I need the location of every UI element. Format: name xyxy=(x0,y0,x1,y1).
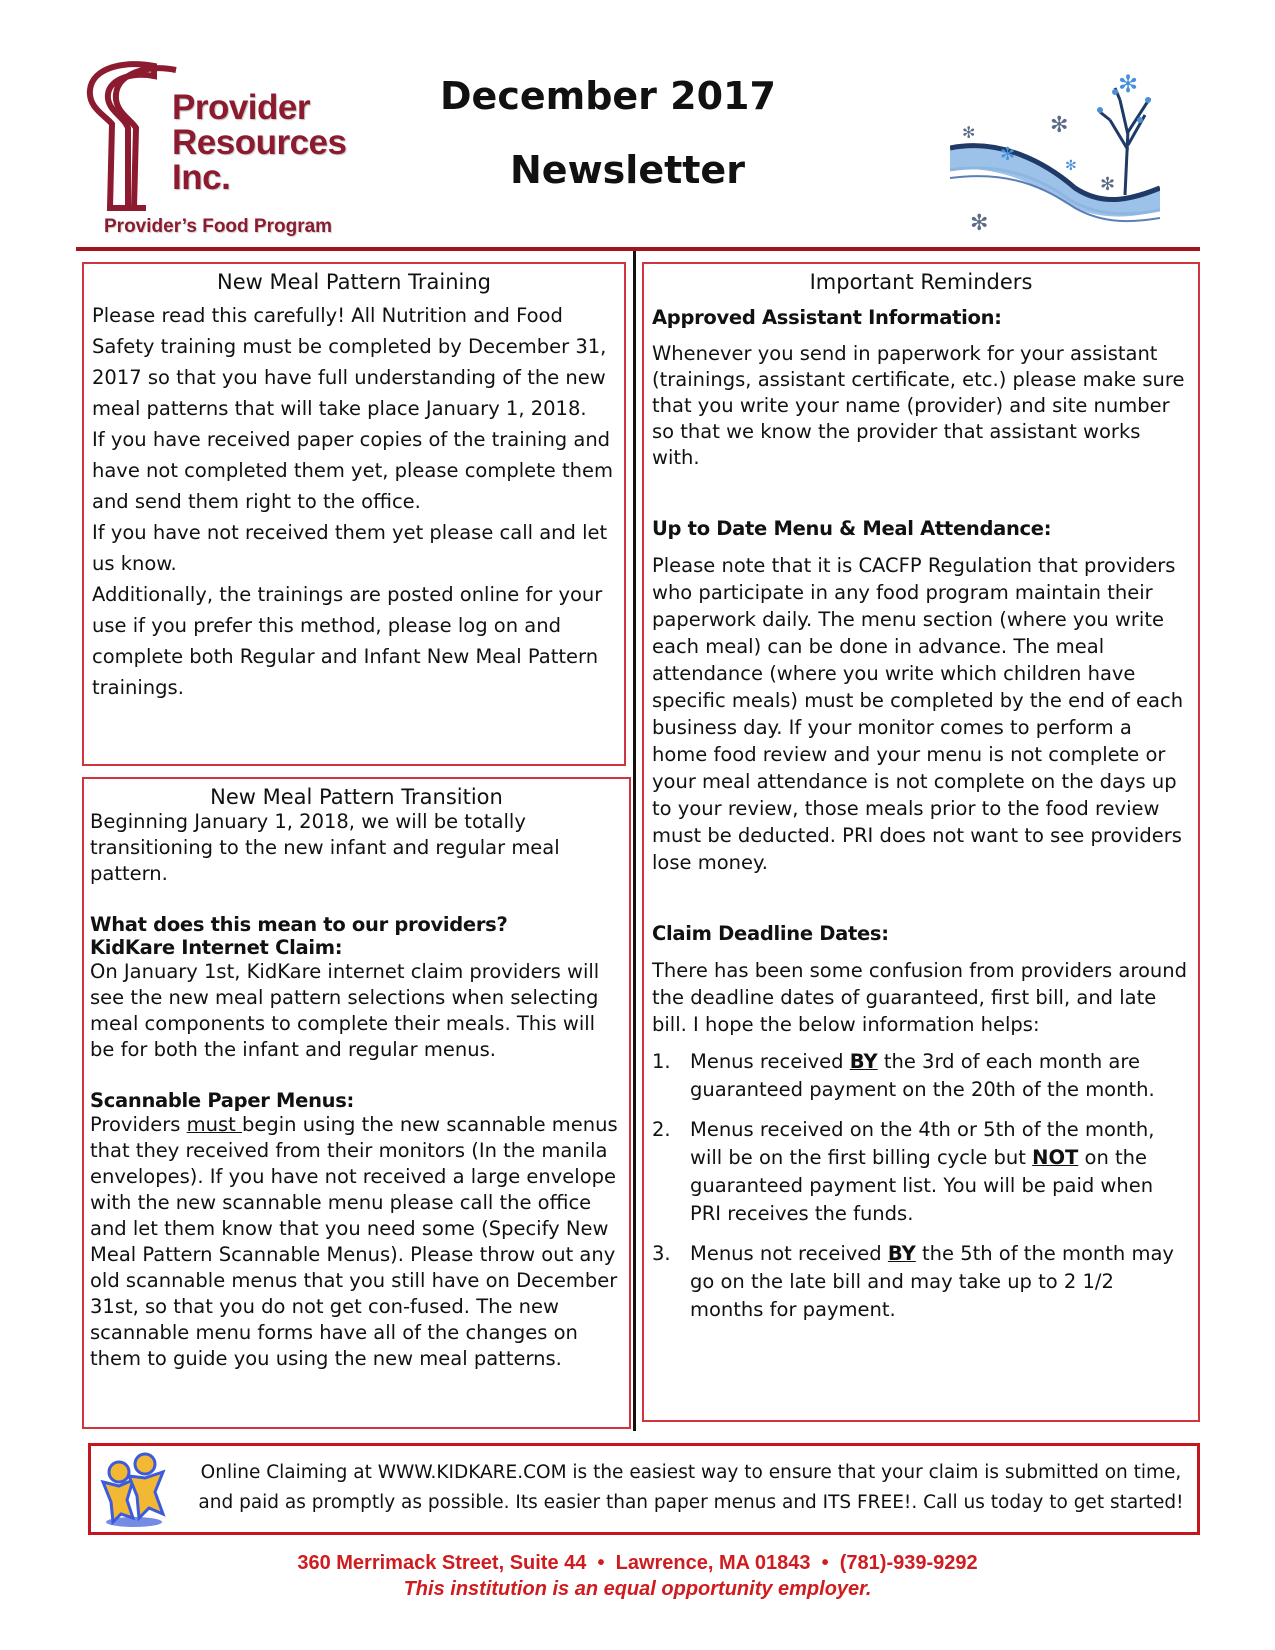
logo-line-2: Resources xyxy=(172,123,347,162)
transition-question: What does this mean to our providers? xyxy=(90,913,508,936)
logo-line-3: Inc. xyxy=(172,158,231,197)
emphasis: NOT xyxy=(1032,1146,1079,1169)
column-divider xyxy=(633,251,636,1431)
section-title: Important Reminders xyxy=(809,270,1033,294)
banner-line-2: and paid as promptly as possible. Its easier than paper menus and ITS FREE!. Call us today to get started! xyxy=(198,1492,1184,1513)
header-divider xyxy=(76,247,1200,251)
transition-intro: Beginning January 1, 2018, we will be totally transitioning to the new infant and regular meal pattern. xyxy=(90,810,560,885)
claim-deadline-heading: Claim Deadline Dates: xyxy=(652,922,889,945)
menu-attendance-text: Please note that it is CACFP Regulation that providers who participate in any food program maintain their paperwork daily. The menu section (where you write each meal) can be done in advance. The meal attendance (where you write which children have specific meals) must be completed by the end of each business day. If your monitor comes to perform a home food review and your menu is not complete or your meal attendance is not complete on the days up to your review, those meals prior to the food review must be deducted. PRI does not want to see providers lose money. xyxy=(652,554,1184,874)
list-item: 2. Menus received on the 4th or 5th of the month, will be on the first billing cycle but NOT on the guaranteed payment list. You will be paid when PRI receives the funds. xyxy=(652,1118,1155,1225)
footer-address: 360 Merrimack Street, Suite 44 • Lawrence, MA 01843 • (781)-939-9292 xyxy=(297,1552,978,1574)
kidkare-banner-text xyxy=(191,1458,1191,1518)
newsletter-title-date: December 2017 xyxy=(440,74,776,118)
training-paragraph: Additionally, the trainings are posted online for your use if you prefer this method, please log on and complete both Regular and Infant New Meal Pattern trainings. xyxy=(92,583,603,699)
svg-text:✻: ✻ xyxy=(1100,174,1116,195)
kidkare-children-icon xyxy=(99,1452,169,1528)
claim-deadline-text: There has been some confusion from providers around the deadline dates of guaranteed, first bill, and late bill. I hope the below information helps: xyxy=(652,959,1187,1036)
list-item: 1. Menus received BY the 3rd of each month are guaranteed payment on the 20th of the month. xyxy=(652,1050,1155,1101)
meal-pattern-training-section xyxy=(82,262,626,766)
deadline-list xyxy=(652,1048,1190,1324)
newsletter-title: Newsletter xyxy=(510,148,745,192)
scannable-heading: Scannable Paper Menus: xyxy=(90,1089,355,1112)
logo-tagline: Provider’s Food Program xyxy=(104,216,333,237)
assistant-text: Whenever you send in paperwork for your assistant (trainings, assistant certificate, etc.) please make sure that you write your name (provider) and site number so that we know the provider that assistant works with. xyxy=(652,342,1185,469)
logo-line-1: Provider xyxy=(172,88,310,127)
kidkare-heading: KidKare Internet Claim: xyxy=(90,936,343,959)
scannable-text-post: begin using the new scannable menus that they received from their monitors (In the manila envelopes). If you have not received a large envelope with the new scannable menu please call the office and let them know that you need some (Specify New Meal Pattern Scannable Menus). Please throw out any old scannable menus that you still have on December 31st, so that you do not get con-fused. The new scannable menu forms have all of the changes on them to guide you using the new meal patterns. xyxy=(90,1113,618,1370)
scannable-text-emphasis: must xyxy=(186,1113,243,1136)
section-title: New Meal Pattern Training xyxy=(217,270,491,294)
svg-text:✻: ✻ xyxy=(1118,70,1139,98)
important-reminders-section xyxy=(642,262,1200,1422)
emphasis: BY xyxy=(887,1242,916,1265)
scannable-text-pre: Providers xyxy=(90,1113,187,1136)
list-item: 3. Menus not received BY the 5th of the month may go on the late bill and may take up to 2 1/2 months for payment. xyxy=(652,1242,1174,1321)
svg-text:✻: ✻ xyxy=(1065,158,1077,174)
assistant-heading: Approved Assistant Information: xyxy=(652,306,1002,329)
banner-line-1: Online Claiming at WWW.KIDKARE.COM is the easiest way to ensure that your claim is submitted on time, xyxy=(200,1462,1182,1483)
kidkare-text: On January 1st, KidKare internet claim providers will see the new meal pattern selections when selecting meal components to complete their meals. This will be for both the infant and regular menus. xyxy=(90,960,600,1061)
kidkare-banner xyxy=(88,1443,1200,1535)
training-paragraph: If you have not received them yet please call and let us know. xyxy=(92,521,608,575)
logo-wordmark xyxy=(172,90,346,195)
bread-slice-icon xyxy=(84,58,184,223)
menu-attendance-heading: Up to Date Menu & Meal Attendance: xyxy=(652,517,1052,540)
training-paragraph: If you have received paper copies of the training and have not completed them yet, please complete them and send them right to the office. xyxy=(92,428,613,513)
svg-text:✻: ✻ xyxy=(1000,144,1016,165)
provider-resources-logo xyxy=(84,58,364,238)
section-title: New Meal Pattern Transition xyxy=(210,785,503,809)
meal-pattern-transition-section xyxy=(82,777,631,1429)
svg-text:✻: ✻ xyxy=(970,211,989,236)
winter-tree-icon xyxy=(950,70,1160,240)
scannable-text xyxy=(90,1112,623,1372)
footer-equal-opportunity: This institution is an equal opportunity employer. xyxy=(403,1578,872,1600)
svg-text:✻: ✻ xyxy=(1050,113,1069,138)
svg-text:✻: ✻ xyxy=(962,123,976,142)
training-paragraph: Please read this carefully! All Nutrition and Food Safety training must be completed by December 31, 2017 so that you have full understanding of the new meal patterns that will take place January 1, 2018. xyxy=(92,304,607,420)
emphasis: BY xyxy=(849,1050,878,1073)
